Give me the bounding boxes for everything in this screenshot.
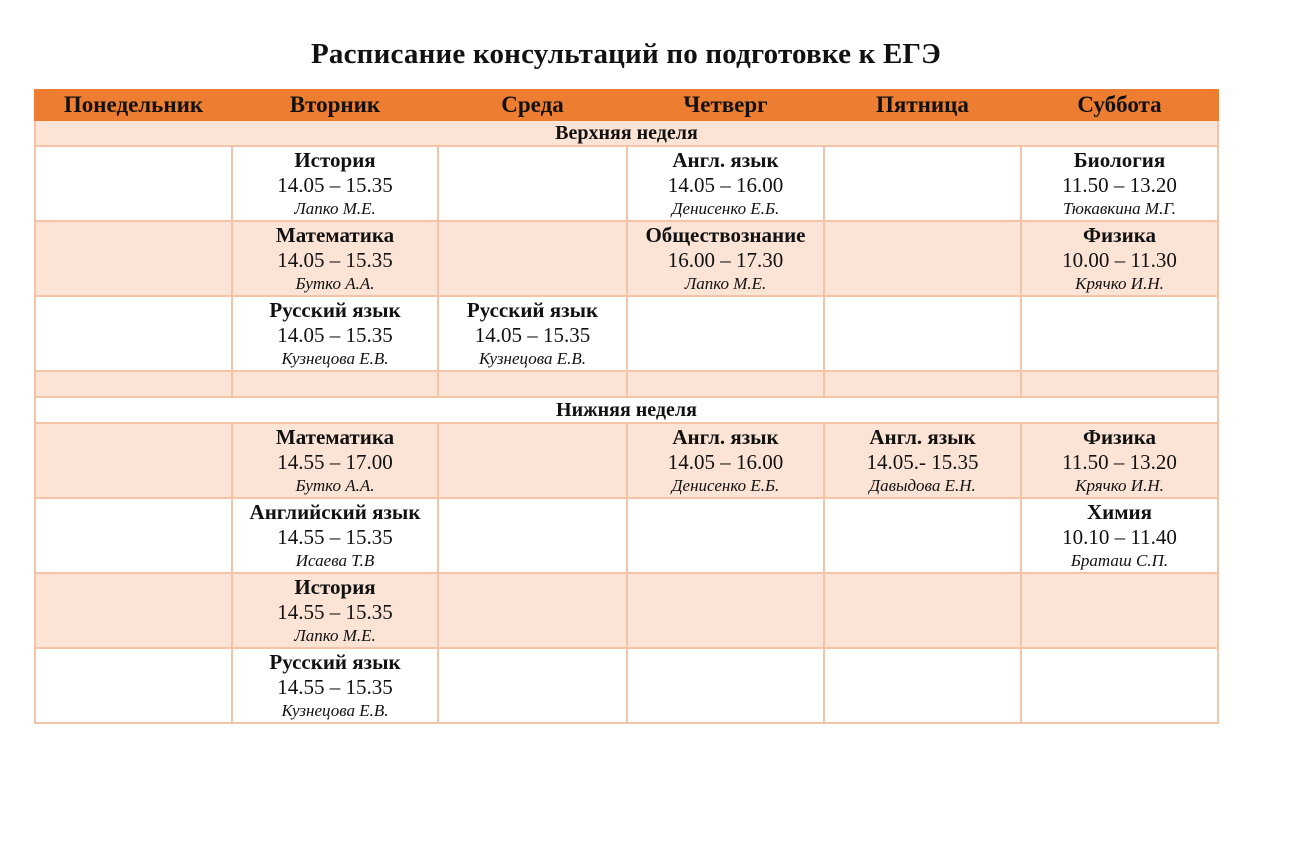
subject-name: Обществознание (645, 223, 806, 247)
empty-cell (35, 648, 232, 723)
teacher-name: Лапко М.Е. (294, 626, 376, 645)
table-row (35, 221, 1218, 296)
empty-cell (438, 423, 627, 498)
empty-cell (627, 371, 824, 397)
lesson-time: 14.05 – 15.35 (277, 248, 393, 272)
teacher-name: Браташ С.П. (1070, 551, 1169, 570)
teacher-name: Бутко А.А. (295, 476, 375, 495)
empty-cell (627, 498, 824, 573)
teacher-name: Тюкавкина М.Г. (1063, 199, 1176, 218)
day-header-tuesday: Вторник (232, 90, 438, 120)
empty-cell (35, 498, 232, 573)
lesson-time: 14.05 – 16.00 (667, 450, 784, 474)
empty-cell (1021, 371, 1218, 397)
empty-cell (824, 221, 1021, 296)
lesson-time: 14.05 – 15.35 (277, 173, 393, 197)
empty-cell (438, 371, 627, 397)
teacher-name: Лапко М.Е. (294, 199, 376, 218)
empty-cell (824, 146, 1021, 221)
lesson-time: 14.05 – 15.35 (474, 323, 591, 347)
empty-cell (627, 296, 824, 371)
lesson-time: 10.00 – 11.30 (1062, 248, 1177, 272)
teacher-name: Крячко И.Н. (1075, 476, 1164, 495)
lesson-cell (232, 221, 438, 296)
teacher-name: Лапко М.Е. (684, 274, 767, 293)
empty-cell (35, 146, 232, 221)
lesson-cell (232, 423, 438, 498)
lesson-cell (232, 573, 438, 648)
lesson-cell (232, 648, 438, 723)
schedule-table (34, 89, 1219, 724)
empty-cell (35, 221, 232, 296)
teacher-name: Кузнецова Е.В. (281, 349, 389, 368)
empty-cell (35, 296, 232, 371)
day-header-wednesday: Среда (438, 90, 627, 120)
lesson-cell (232, 146, 438, 221)
lesson-time: 16.00 – 17.30 (667, 248, 784, 272)
lesson-cell (232, 498, 438, 573)
subject-name: Англ. язык (869, 425, 976, 449)
empty-cell (438, 648, 627, 723)
empty-cell (1021, 296, 1218, 371)
upper-week-label: Верхняя неделя (35, 120, 1218, 146)
lesson-time: 14.55 – 17.00 (277, 450, 393, 474)
subject-name: Англ. язык (672, 425, 779, 449)
subject-name: Математика (275, 425, 395, 449)
empty-cell (824, 371, 1021, 397)
subject-name: История (294, 575, 376, 599)
lesson-cell (232, 296, 438, 371)
lesson-time: 14.55 – 15.35 (277, 600, 393, 624)
empty-cell (1021, 573, 1218, 648)
table-row (35, 146, 1218, 221)
lesson-cell (1021, 423, 1218, 498)
subject-name: Русский язык (269, 298, 401, 322)
teacher-name: Крячко И.Н. (1075, 274, 1164, 293)
lesson-time: 10.10 – 11.40 (1062, 525, 1177, 549)
empty-cell (824, 648, 1021, 723)
teacher-name: Денисенко Е.Б. (671, 476, 780, 495)
header-row (35, 90, 1218, 120)
lesson-time: 14.55 – 15.35 (277, 675, 393, 699)
lesson-cell (627, 221, 824, 296)
lesson-time: 11.50 – 13.20 (1062, 173, 1177, 197)
subject-name: Англ. язык (672, 148, 779, 172)
empty-cell (824, 498, 1021, 573)
lesson-cell (1021, 221, 1218, 296)
table-row (35, 371, 1218, 397)
empty-cell (35, 371, 232, 397)
empty-cell (438, 146, 627, 221)
empty-cell (438, 221, 627, 296)
teacher-name: Давыдова Е.Н. (869, 476, 976, 495)
teacher-name: Кузнецова Е.В. (281, 701, 389, 720)
table-row (35, 296, 1218, 371)
lesson-cell (627, 146, 824, 221)
subject-name: Русский язык (269, 650, 401, 674)
subject-name: Биология (1073, 148, 1166, 172)
empty-cell (1021, 648, 1218, 723)
lesson-time: 14.55 – 15.35 (277, 525, 393, 549)
empty-cell (438, 498, 627, 573)
empty-cell (627, 573, 824, 648)
lower-week-label: Нижняя неделя (35, 397, 1218, 423)
day-header-monday: Понедельник (35, 90, 232, 120)
lower-week-row (35, 397, 1218, 423)
subject-name: Русский язык (466, 298, 599, 322)
teacher-name: Денисенко Е.Б. (671, 199, 780, 218)
upper-week-row (35, 120, 1218, 146)
lesson-cell (824, 423, 1021, 498)
lesson-cell (1021, 146, 1218, 221)
empty-cell (232, 371, 438, 397)
empty-cell (824, 296, 1021, 371)
empty-cell (824, 573, 1021, 648)
table-row (35, 423, 1218, 498)
day-header-friday: Пятница (824, 90, 1021, 120)
subject-name: Химия (1086, 500, 1153, 524)
lesson-time: 14.05 – 16.00 (667, 173, 784, 197)
subject-name: История (294, 148, 376, 172)
teacher-name: Исаева Т.В (295, 551, 375, 570)
empty-cell (438, 573, 627, 648)
lesson-cell (1021, 498, 1218, 573)
empty-cell (35, 423, 232, 498)
lesson-time: 14.05 – 15.35 (277, 323, 393, 347)
teacher-name: Бутко А.А. (295, 274, 375, 293)
lesson-time: 11.50 – 13.20 (1062, 450, 1177, 474)
table-row (35, 648, 1218, 723)
table-row (35, 498, 1218, 573)
subject-name: Физика (1083, 425, 1156, 449)
lesson-cell (438, 296, 627, 371)
teacher-name: Кузнецова Е.В. (479, 349, 586, 368)
table-row (35, 573, 1218, 648)
page-title: Расписание консультаций по подготовке к ЕГЭ (310, 38, 942, 70)
subject-name: Математика (275, 223, 395, 247)
empty-cell (35, 573, 232, 648)
day-header-thursday: Четверг (627, 90, 824, 120)
subject-name: Английский язык (249, 500, 421, 524)
lesson-cell (627, 423, 824, 498)
subject-name: Физика (1083, 223, 1156, 247)
day-header-saturday: Суббота (1021, 90, 1218, 120)
lesson-time: 14.05.- 15.35 (866, 450, 979, 474)
empty-cell (627, 648, 824, 723)
